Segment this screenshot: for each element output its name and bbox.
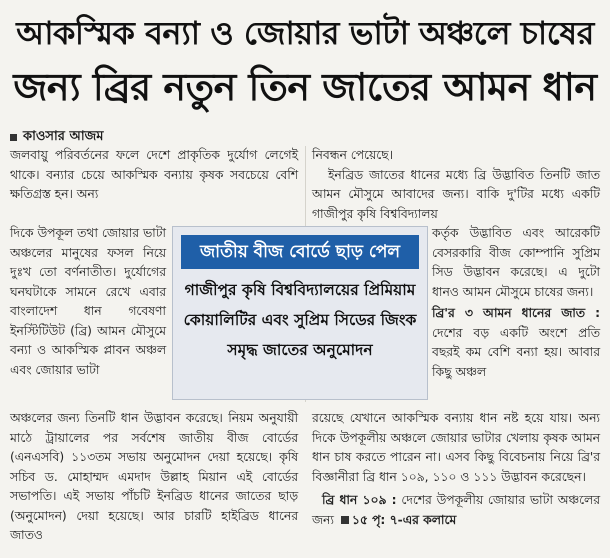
- headline-line-2: জন্য ব্রির নতুন তিন জাতের আমন ধান: [13, 65, 597, 109]
- paragraph: অঞ্চলের জন্য তিনটি ধান উদ্ভাবন করেছে। নিয়ম অনুযায়ী মাঠে ট্রায়ালের পর সর্বশেষ জাতীয় বীজ বোর্ডের (এনএসবি) ১১৩তম সভায় অনুমোদন দেয়া হয়েছে। কৃষি সচিব ড. মোহাম্মদ এমদাদ উল্লাহ মিয়ান এই বোর্ডের সভাপতি। এই সভায় পাঁচটি ইনব্রিড ধানের জাতের ছাড় (অনুমোদন) দেয়া হয়েছে। আর চারটি হাইব্রিড ধানের জাতও: [10, 411, 298, 542]
- paragraph: রয়েছে যেখানে আকস্মিক বন্যায় ধান নষ্ট হয়ে যায়। অন্য দিকে উপকূলীয় অঞ্চলে জোয়ার ভাটার খেলায় কৃষক আমন ধান চাষ করতে পারেন না। এসব কিছু বিবেচনায় নিয়ে ব্রি'র বিজ্ঞানীরা ব্রি ধান ১০৯, ১১০ ও ১১১ উদ্ভাবন করেছেন।: [312, 411, 600, 484]
- paragraph: কর্তৃক উদ্ভাবিত এবং আরেকটি বেসরকারি বীজ কোম্পানি সুপ্রিম সিড উদ্ভাবন করেছে। এ দুটো ধানও আমন মৌসুমে চাষের জন্য।: [432, 226, 600, 299]
- paragraph: নিবন্ধন পেয়েছে।: [312, 148, 394, 162]
- paragraph-text: দেশের উপকূলীয় জোয়ার ভাটা অঞ্চলের জন্য: [312, 493, 600, 527]
- bullet-square-icon: [10, 134, 17, 141]
- left-column-top: [10, 146, 298, 205]
- paragraph: দিকে উপকূল তথা জোয়ার ভাটা অঞ্চলের মানুষের ফসল নিয়ে দুঃখ তো বর্ণনাতীত। দুর্যোগের ঘনঘটাকে সামনে রেখে এবার বাংলাদেশ ধান গবেষণা ইনস্টিটিউট (ব্রি) আমন মৌসুমে বন্যা ও আকস্মিক প্লাবন অঞ্চল এবং জোয়ার ভাটা: [10, 226, 166, 377]
- right-column-bottom: [312, 409, 600, 530]
- author-name: কাওসার আজম: [23, 129, 104, 144]
- headline-line-1: আকস্মিক বন্যা ও জোয়ার ভাটা অঞ্চলে চাষের: [16, 14, 594, 52]
- highlight-tag: জাতীয় বীজ বোর্ডে ছাড় পেল: [181, 235, 419, 269]
- byline: [10, 127, 103, 148]
- paragraph: [432, 304, 600, 382]
- right-column-narrow: [432, 224, 600, 382]
- continued-link: ১৫ পৃ: ৭-এর কলামে: [351, 512, 457, 527]
- paragraph: [312, 491, 600, 530]
- paragraph: ইনব্রিড জাতের ধানের মধ্যে ব্রি উদ্ভাবিত তিনটি জাত আমন মৌসুমে আবাদের জন্য। বাকি দু'টির মধ্যে একটি গাজীপুর কৃষি বিশ্ববিদ্যালয়: [312, 167, 600, 221]
- headline: [8, 6, 602, 114]
- paragraph-text: দেশের বড় একটি অংশে প্রতি বছরই কম বেশি বন্যা হয়। আবার কিছু অঞ্চল: [432, 325, 600, 379]
- paragraph: জলবায়ু পরিবর্তনের ফলে দেশে প্রাকৃতিক দুর্যোগ লেগেই থাকে। বন্যার চেয়ে আকস্মিক বন্যায় কৃষক সবচেয়ে বেশি ক্ষতিগ্রস্ত হন। অন্য: [10, 148, 298, 201]
- bullet-square-icon: [341, 516, 349, 524]
- highlight-box: [172, 226, 428, 400]
- left-column-narrow: [10, 224, 166, 380]
- left-column-bottom: [10, 409, 298, 546]
- highlight-body: গাজীপুর কৃষি বিশ্ববিদ্যালয়ের প্রিমিয়াম কোয়ালিটির এবং সুপ্রিম সিডের জিংক সমৃদ্ধ জাতের অনুমোদন: [183, 281, 417, 359]
- subheading-bri-dhan-109: ব্রি ধান ১০৯ :: [322, 493, 397, 507]
- right-column-top: [312, 146, 600, 224]
- subheading-bri-3-varieties: ব্রি'র ৩ আমন ধানের জাত :: [432, 306, 600, 320]
